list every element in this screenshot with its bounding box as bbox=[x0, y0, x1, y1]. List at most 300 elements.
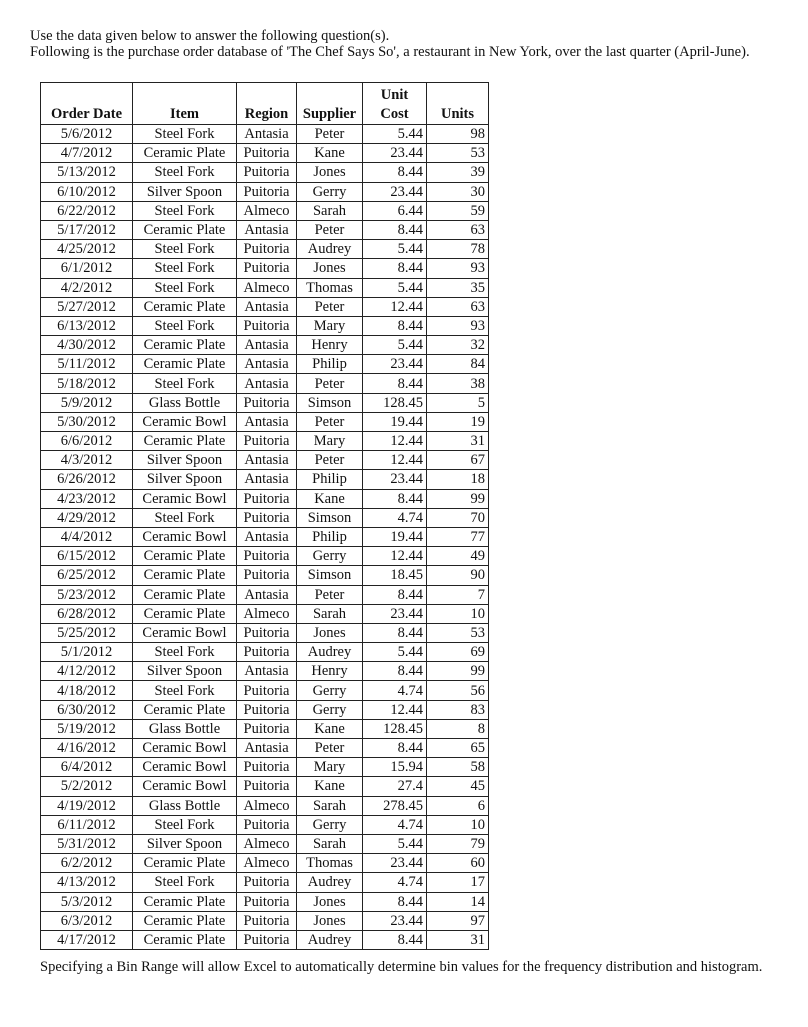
region-cell: Puitoria bbox=[237, 566, 297, 585]
unit-cost-cell: 4.74 bbox=[363, 508, 427, 527]
region-cell: Puitoria bbox=[237, 815, 297, 834]
header-units: Units bbox=[427, 83, 489, 125]
supplier-cell: Philip bbox=[297, 527, 363, 546]
item-cell: Steel Fork bbox=[133, 643, 237, 662]
unit-cost-cell: 23.44 bbox=[363, 355, 427, 374]
table-row bbox=[41, 873, 489, 892]
table-row bbox=[41, 604, 489, 623]
unit-cost-cell: 8.44 bbox=[363, 220, 427, 239]
order-date-cell: 6/26/2012 bbox=[41, 470, 133, 489]
item-cell: Ceramic Bowl bbox=[133, 489, 237, 508]
region-cell: Antasia bbox=[237, 470, 297, 489]
region-cell: Antasia bbox=[237, 739, 297, 758]
unit-cost-cell: 5.44 bbox=[363, 643, 427, 662]
unit-cost-cell: 8.44 bbox=[363, 374, 427, 393]
unit-cost-cell: 12.44 bbox=[363, 451, 427, 470]
units-cell: 17 bbox=[427, 873, 489, 892]
region-cell: Almeco bbox=[237, 834, 297, 853]
region-cell: Antasia bbox=[237, 527, 297, 546]
supplier-cell: Peter bbox=[297, 412, 363, 431]
order-date-cell: 5/19/2012 bbox=[41, 719, 133, 738]
region-cell: Puitoria bbox=[237, 892, 297, 911]
unit-cost-cell: 19.44 bbox=[363, 527, 427, 546]
header-order-date: Order Date bbox=[41, 83, 133, 125]
unit-cost-cell: 8.44 bbox=[363, 585, 427, 604]
order-date-cell: 5/13/2012 bbox=[41, 163, 133, 182]
unit-cost-cell: 8.44 bbox=[363, 930, 427, 949]
units-cell: 98 bbox=[427, 125, 489, 144]
table-row bbox=[41, 201, 489, 220]
table-row bbox=[41, 297, 489, 316]
region-cell: Antasia bbox=[237, 355, 297, 374]
supplier-cell: Kane bbox=[297, 144, 363, 163]
unit-cost-cell: 5.44 bbox=[363, 336, 427, 355]
table-row bbox=[41, 566, 489, 585]
supplier-cell: Audrey bbox=[297, 643, 363, 662]
supplier-cell: Peter bbox=[297, 297, 363, 316]
header-unit-cost-line-2: Cost bbox=[380, 106, 409, 122]
supplier-cell: Sarah bbox=[297, 834, 363, 853]
region-cell: Antasia bbox=[237, 336, 297, 355]
order-date-cell: 4/18/2012 bbox=[41, 681, 133, 700]
item-cell: Ceramic Plate bbox=[133, 566, 237, 585]
region-cell: Puitoria bbox=[237, 259, 297, 278]
region-cell: Antasia bbox=[237, 220, 297, 239]
region-cell: Antasia bbox=[237, 412, 297, 431]
region-cell: Antasia bbox=[237, 374, 297, 393]
order-date-cell: 6/15/2012 bbox=[41, 547, 133, 566]
item-cell: Ceramic Plate bbox=[133, 220, 237, 239]
units-cell: 90 bbox=[427, 566, 489, 585]
order-date-cell: 4/30/2012 bbox=[41, 336, 133, 355]
header-item: Item bbox=[133, 83, 237, 125]
unit-cost-cell: 128.45 bbox=[363, 719, 427, 738]
region-cell: Puitoria bbox=[237, 777, 297, 796]
item-cell: Steel Fork bbox=[133, 873, 237, 892]
unit-cost-cell: 8.44 bbox=[363, 892, 427, 911]
item-cell: Steel Fork bbox=[133, 681, 237, 700]
unit-cost-cell: 8.44 bbox=[363, 259, 427, 278]
order-date-cell: 6/6/2012 bbox=[41, 432, 133, 451]
item-cell: Ceramic Plate bbox=[133, 700, 237, 719]
supplier-cell: Sarah bbox=[297, 796, 363, 815]
region-cell: Puitoria bbox=[237, 911, 297, 930]
units-cell: 59 bbox=[427, 201, 489, 220]
supplier-cell: Henry bbox=[297, 662, 363, 681]
region-cell: Almeco bbox=[237, 854, 297, 873]
order-date-cell: 4/13/2012 bbox=[41, 873, 133, 892]
supplier-cell: Jones bbox=[297, 892, 363, 911]
item-cell: Steel Fork bbox=[133, 163, 237, 182]
unit-cost-cell: 8.44 bbox=[363, 739, 427, 758]
units-cell: 45 bbox=[427, 777, 489, 796]
region-cell: Puitoria bbox=[237, 623, 297, 642]
item-cell: Ceramic Plate bbox=[133, 892, 237, 911]
item-cell: Steel Fork bbox=[133, 508, 237, 527]
region-cell: Puitoria bbox=[237, 719, 297, 738]
table-row bbox=[41, 163, 489, 182]
item-cell: Glass Bottle bbox=[133, 796, 237, 815]
supplier-cell: Simson bbox=[297, 393, 363, 412]
supplier-cell: Jones bbox=[297, 259, 363, 278]
supplier-cell: Gerry bbox=[297, 681, 363, 700]
units-cell: 99 bbox=[427, 662, 489, 681]
order-date-cell: 5/18/2012 bbox=[41, 374, 133, 393]
units-cell: 67 bbox=[427, 451, 489, 470]
table-row bbox=[41, 470, 489, 489]
table-row bbox=[41, 412, 489, 431]
units-cell: 53 bbox=[427, 623, 489, 642]
supplier-cell: Mary bbox=[297, 758, 363, 777]
item-cell: Ceramic Plate bbox=[133, 432, 237, 451]
item-cell: Ceramic Plate bbox=[133, 144, 237, 163]
supplier-cell: Gerry bbox=[297, 547, 363, 566]
table-row bbox=[41, 374, 489, 393]
unit-cost-cell: 8.44 bbox=[363, 623, 427, 642]
table-row bbox=[41, 777, 489, 796]
order-date-cell: 6/11/2012 bbox=[41, 815, 133, 834]
order-date-cell: 5/31/2012 bbox=[41, 834, 133, 853]
region-cell: Puitoria bbox=[237, 758, 297, 777]
units-cell: 60 bbox=[427, 854, 489, 873]
units-cell: 93 bbox=[427, 259, 489, 278]
supplier-cell: Audrey bbox=[297, 930, 363, 949]
region-cell: Puitoria bbox=[237, 393, 297, 412]
unit-cost-cell: 4.74 bbox=[363, 873, 427, 892]
unit-cost-cell: 27.4 bbox=[363, 777, 427, 796]
supplier-cell: Sarah bbox=[297, 604, 363, 623]
table-row bbox=[41, 527, 489, 546]
unit-cost-cell: 5.44 bbox=[363, 125, 427, 144]
region-cell: Puitoria bbox=[237, 240, 297, 259]
table-row bbox=[41, 796, 489, 815]
unit-cost-cell: 8.44 bbox=[363, 662, 427, 681]
unit-cost-cell: 8.44 bbox=[363, 163, 427, 182]
order-date-cell: 5/9/2012 bbox=[41, 393, 133, 412]
unit-cost-cell: 12.44 bbox=[363, 547, 427, 566]
item-cell: Ceramic Bowl bbox=[133, 623, 237, 642]
order-date-cell: 5/2/2012 bbox=[41, 777, 133, 796]
region-cell: Puitoria bbox=[237, 316, 297, 335]
units-cell: 78 bbox=[427, 240, 489, 259]
supplier-cell: Gerry bbox=[297, 815, 363, 834]
units-cell: 5 bbox=[427, 393, 489, 412]
units-cell: 18 bbox=[427, 470, 489, 489]
item-cell: Silver Spoon bbox=[133, 182, 237, 201]
unit-cost-cell: 278.45 bbox=[363, 796, 427, 815]
unit-cost-cell: 15.94 bbox=[363, 758, 427, 777]
units-cell: 93 bbox=[427, 316, 489, 335]
unit-cost-cell: 23.44 bbox=[363, 854, 427, 873]
supplier-cell: Kane bbox=[297, 719, 363, 738]
purchase-order-table-wrapper bbox=[40, 82, 489, 950]
order-date-cell: 6/4/2012 bbox=[41, 758, 133, 777]
region-cell: Almeco bbox=[237, 796, 297, 815]
table-row bbox=[41, 911, 489, 930]
item-cell: Ceramic Bowl bbox=[133, 412, 237, 431]
units-cell: 7 bbox=[427, 585, 489, 604]
table-row bbox=[41, 432, 489, 451]
units-cell: 30 bbox=[427, 182, 489, 201]
order-date-cell: 4/19/2012 bbox=[41, 796, 133, 815]
unit-cost-cell: 4.74 bbox=[363, 681, 427, 700]
table-row bbox=[41, 719, 489, 738]
table-body bbox=[41, 125, 489, 950]
unit-cost-cell: 18.45 bbox=[363, 566, 427, 585]
region-cell: Antasia bbox=[237, 297, 297, 316]
units-cell: 39 bbox=[427, 163, 489, 182]
supplier-cell: Gerry bbox=[297, 700, 363, 719]
units-cell: 31 bbox=[427, 432, 489, 451]
region-cell: Puitoria bbox=[237, 681, 297, 700]
item-cell: Steel Fork bbox=[133, 278, 237, 297]
order-date-cell: 5/30/2012 bbox=[41, 412, 133, 431]
intro-text bbox=[30, 28, 780, 60]
header-unit-cost-line-1: Unit bbox=[380, 87, 409, 103]
table-row bbox=[41, 758, 489, 777]
units-cell: 70 bbox=[427, 508, 489, 527]
order-date-cell: 4/12/2012 bbox=[41, 662, 133, 681]
unit-cost-cell: 5.44 bbox=[363, 834, 427, 853]
table-row bbox=[41, 144, 489, 163]
item-cell: Ceramic Plate bbox=[133, 854, 237, 873]
unit-cost-cell: 8.44 bbox=[363, 316, 427, 335]
item-cell: Ceramic Bowl bbox=[133, 527, 237, 546]
order-date-cell: 5/11/2012 bbox=[41, 355, 133, 374]
supplier-cell: Thomas bbox=[297, 854, 363, 873]
unit-cost-cell: 19.44 bbox=[363, 412, 427, 431]
supplier-cell: Mary bbox=[297, 432, 363, 451]
item-cell: Ceramic Bowl bbox=[133, 777, 237, 796]
units-cell: 19 bbox=[427, 412, 489, 431]
units-cell: 38 bbox=[427, 374, 489, 393]
region-cell: Puitoria bbox=[237, 547, 297, 566]
region-cell: Puitoria bbox=[237, 700, 297, 719]
order-date-cell: 5/27/2012 bbox=[41, 297, 133, 316]
table-row bbox=[41, 125, 489, 144]
table-row bbox=[41, 585, 489, 604]
supplier-cell: Sarah bbox=[297, 201, 363, 220]
order-date-cell: 4/16/2012 bbox=[41, 739, 133, 758]
supplier-cell: Gerry bbox=[297, 182, 363, 201]
supplier-cell: Peter bbox=[297, 585, 363, 604]
units-cell: 77 bbox=[427, 527, 489, 546]
table-row bbox=[41, 336, 489, 355]
supplier-cell: Simson bbox=[297, 508, 363, 527]
order-date-cell: 4/7/2012 bbox=[41, 144, 133, 163]
item-cell: Ceramic Plate bbox=[133, 585, 237, 604]
supplier-cell: Audrey bbox=[297, 873, 363, 892]
order-date-cell: 6/10/2012 bbox=[41, 182, 133, 201]
units-cell: 63 bbox=[427, 297, 489, 316]
region-cell: Puitoria bbox=[237, 930, 297, 949]
order-date-cell: 5/17/2012 bbox=[41, 220, 133, 239]
unit-cost-cell: 5.44 bbox=[363, 240, 427, 259]
units-cell: 6 bbox=[427, 796, 489, 815]
region-cell: Puitoria bbox=[237, 432, 297, 451]
item-cell: Steel Fork bbox=[133, 815, 237, 834]
region-cell: Puitoria bbox=[237, 643, 297, 662]
region-cell: Puitoria bbox=[237, 144, 297, 163]
table-row bbox=[41, 240, 489, 259]
table-row bbox=[41, 316, 489, 335]
order-date-cell: 6/22/2012 bbox=[41, 201, 133, 220]
table-row bbox=[41, 739, 489, 758]
table-row bbox=[41, 700, 489, 719]
units-cell: 83 bbox=[427, 700, 489, 719]
order-date-cell: 4/17/2012 bbox=[41, 930, 133, 949]
unit-cost-cell: 12.44 bbox=[363, 700, 427, 719]
item-cell: Steel Fork bbox=[133, 374, 237, 393]
table-row bbox=[41, 930, 489, 949]
units-cell: 35 bbox=[427, 278, 489, 297]
item-cell: Ceramic Plate bbox=[133, 604, 237, 623]
table-header-row bbox=[41, 83, 489, 125]
order-date-cell: 4/25/2012 bbox=[41, 240, 133, 259]
order-date-cell: 4/3/2012 bbox=[41, 451, 133, 470]
supplier-cell: Kane bbox=[297, 777, 363, 796]
region-cell: Antasia bbox=[237, 662, 297, 681]
item-cell: Ceramic Plate bbox=[133, 911, 237, 930]
item-cell: Silver Spoon bbox=[133, 451, 237, 470]
region-cell: Almeco bbox=[237, 278, 297, 297]
unit-cost-cell: 12.44 bbox=[363, 297, 427, 316]
header-unit-cost bbox=[363, 83, 427, 125]
supplier-cell: Audrey bbox=[297, 240, 363, 259]
region-cell: Puitoria bbox=[237, 873, 297, 892]
units-cell: 79 bbox=[427, 834, 489, 853]
order-date-cell: 6/3/2012 bbox=[41, 911, 133, 930]
region-cell: Puitoria bbox=[237, 508, 297, 527]
order-date-cell: 6/28/2012 bbox=[41, 604, 133, 623]
table-row bbox=[41, 278, 489, 297]
units-cell: 56 bbox=[427, 681, 489, 700]
intro-line-2: Following is the purchase order database of 'The Chef Says So', a restaurant in New York, over the last quarter (April-June). bbox=[30, 44, 750, 60]
purchase-order-table bbox=[40, 82, 489, 950]
header-region: Region bbox=[237, 83, 297, 125]
order-date-cell: 6/25/2012 bbox=[41, 566, 133, 585]
unit-cost-cell: 23.44 bbox=[363, 911, 427, 930]
supplier-cell: Peter bbox=[297, 125, 363, 144]
order-date-cell: 5/1/2012 bbox=[41, 643, 133, 662]
units-cell: 14 bbox=[427, 892, 489, 911]
item-cell: Ceramic Plate bbox=[133, 547, 237, 566]
order-date-cell: 6/2/2012 bbox=[41, 854, 133, 873]
order-date-cell: 6/1/2012 bbox=[41, 259, 133, 278]
region-cell: Antasia bbox=[237, 585, 297, 604]
units-cell: 10 bbox=[427, 604, 489, 623]
supplier-cell: Peter bbox=[297, 220, 363, 239]
supplier-cell: Simson bbox=[297, 566, 363, 585]
item-cell: Ceramic Plate bbox=[133, 930, 237, 949]
supplier-cell: Philip bbox=[297, 355, 363, 374]
order-date-cell: 5/23/2012 bbox=[41, 585, 133, 604]
unit-cost-cell: 23.44 bbox=[363, 182, 427, 201]
table-row bbox=[41, 815, 489, 834]
table-row bbox=[41, 182, 489, 201]
region-cell: Antasia bbox=[237, 451, 297, 470]
header-supplier: Supplier bbox=[297, 83, 363, 125]
order-date-cell: 4/29/2012 bbox=[41, 508, 133, 527]
units-cell: 32 bbox=[427, 336, 489, 355]
item-cell: Silver Spoon bbox=[133, 834, 237, 853]
unit-cost-cell: 23.44 bbox=[363, 604, 427, 623]
table-row bbox=[41, 623, 489, 642]
item-cell: Steel Fork bbox=[133, 240, 237, 259]
region-cell: Puitoria bbox=[237, 163, 297, 182]
item-cell: Ceramic Plate bbox=[133, 297, 237, 316]
table-row bbox=[41, 643, 489, 662]
supplier-cell: Jones bbox=[297, 911, 363, 930]
table-row bbox=[41, 355, 489, 374]
supplier-cell: Kane bbox=[297, 489, 363, 508]
units-cell: 65 bbox=[427, 739, 489, 758]
supplier-cell: Peter bbox=[297, 451, 363, 470]
supplier-cell: Henry bbox=[297, 336, 363, 355]
unit-cost-cell: 5.44 bbox=[363, 278, 427, 297]
table-row bbox=[41, 220, 489, 239]
order-date-cell: 6/13/2012 bbox=[41, 316, 133, 335]
order-date-cell: 6/30/2012 bbox=[41, 700, 133, 719]
item-cell: Steel Fork bbox=[133, 316, 237, 335]
supplier-cell: Mary bbox=[297, 316, 363, 335]
units-cell: 97 bbox=[427, 911, 489, 930]
unit-cost-cell: 12.44 bbox=[363, 432, 427, 451]
region-cell: Almeco bbox=[237, 604, 297, 623]
unit-cost-cell: 8.44 bbox=[363, 489, 427, 508]
item-cell: Steel Fork bbox=[133, 201, 237, 220]
order-date-cell: 5/6/2012 bbox=[41, 125, 133, 144]
table-row bbox=[41, 489, 489, 508]
order-date-cell: 4/2/2012 bbox=[41, 278, 133, 297]
item-cell: Silver Spoon bbox=[133, 662, 237, 681]
supplier-cell: Thomas bbox=[297, 278, 363, 297]
table-row bbox=[41, 451, 489, 470]
units-cell: 63 bbox=[427, 220, 489, 239]
item-cell: Ceramic Plate bbox=[133, 355, 237, 374]
unit-cost-cell: 23.44 bbox=[363, 144, 427, 163]
region-cell: Puitoria bbox=[237, 489, 297, 508]
item-cell: Steel Fork bbox=[133, 125, 237, 144]
order-date-cell: 5/3/2012 bbox=[41, 892, 133, 911]
table-row bbox=[41, 854, 489, 873]
order-date-cell: 4/4/2012 bbox=[41, 527, 133, 546]
table-row bbox=[41, 834, 489, 853]
units-cell: 58 bbox=[427, 758, 489, 777]
region-cell: Puitoria bbox=[237, 182, 297, 201]
table-row bbox=[41, 393, 489, 412]
table-row bbox=[41, 547, 489, 566]
item-cell: Silver Spoon bbox=[133, 470, 237, 489]
units-cell: 99 bbox=[427, 489, 489, 508]
units-cell: 84 bbox=[427, 355, 489, 374]
item-cell: Ceramic Bowl bbox=[133, 758, 237, 777]
region-cell: Antasia bbox=[237, 125, 297, 144]
table-row bbox=[41, 662, 489, 681]
unit-cost-cell: 4.74 bbox=[363, 815, 427, 834]
units-cell: 31 bbox=[427, 930, 489, 949]
item-cell: Glass Bottle bbox=[133, 393, 237, 412]
unit-cost-cell: 23.44 bbox=[363, 470, 427, 489]
item-cell: Glass Bottle bbox=[133, 719, 237, 738]
units-cell: 8 bbox=[427, 719, 489, 738]
supplier-cell: Jones bbox=[297, 163, 363, 182]
supplier-cell: Peter bbox=[297, 739, 363, 758]
footer-text bbox=[40, 958, 780, 977]
table-row bbox=[41, 681, 489, 700]
units-cell: 69 bbox=[427, 643, 489, 662]
unit-cost-cell: 6.44 bbox=[363, 201, 427, 220]
